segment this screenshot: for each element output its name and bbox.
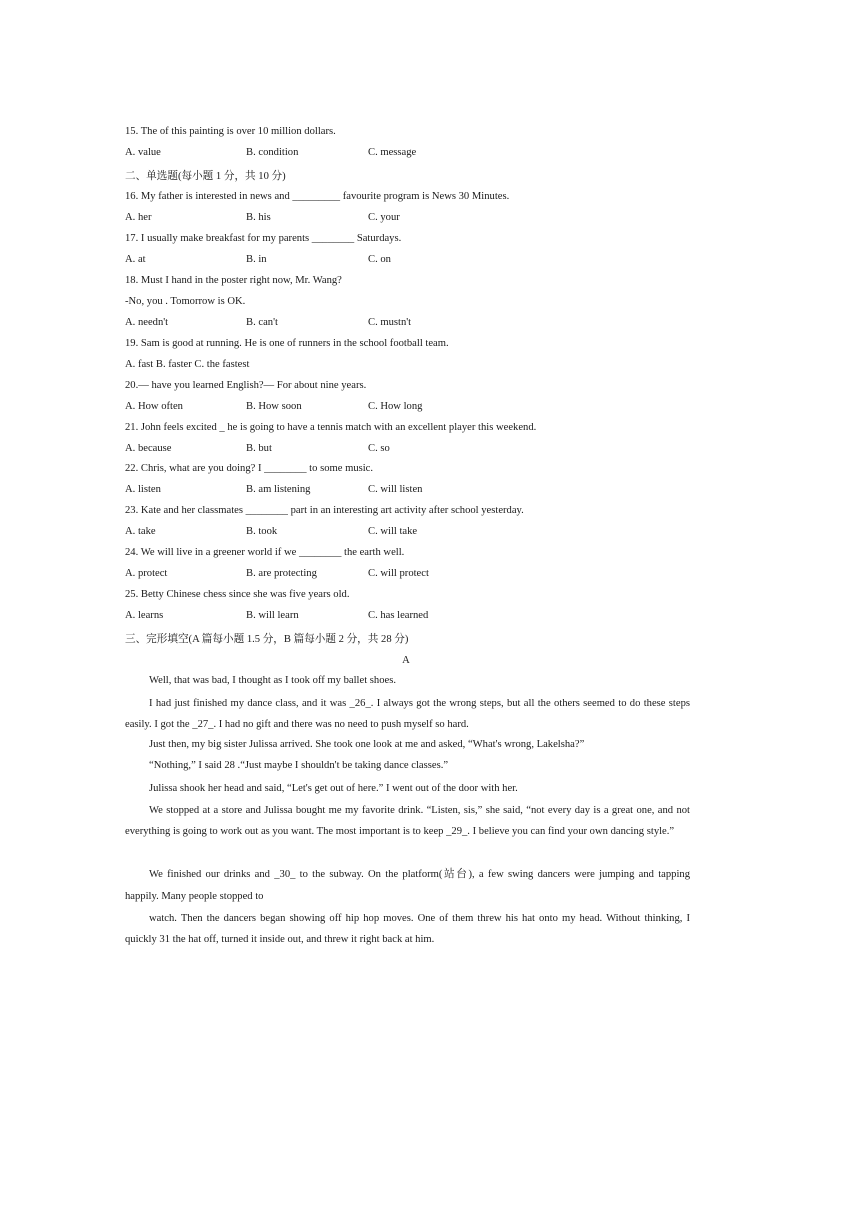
passage-paragraph-3: Just then, my big sister Julissa arrived. She took one look at me and asked, “What's wrong, Lakelsha?”	[149, 739, 585, 750]
q22-option-b: B. am listening	[246, 484, 311, 495]
section2-title: 二、单选题(每小题 1 分，共 10 分)	[125, 171, 286, 182]
q17-stem: 17. I usually make breakfast for my parents ________ Saturdays.	[125, 233, 402, 244]
q19-options: A. fast B. faster C. the fastest	[125, 359, 250, 370]
q20-stem: 20.— have you learned English?— For about nine years.	[125, 380, 367, 391]
q24-stem: 24. We will live in a greener world if we ________ the earth well.	[125, 547, 405, 558]
q18-stem-reply: -No, you . Tomorrow is OK.	[125, 296, 246, 307]
q24-option-b: B. are protecting	[246, 568, 317, 579]
q25-option-a: A. learns	[125, 610, 164, 621]
passage-paragraph-1: Well, that was bad, I thought as I took off my ballet shoes.	[149, 675, 396, 686]
q21-option-b: B. but	[246, 443, 272, 454]
q21-option-c: C. so	[368, 443, 390, 454]
passage-paragraph-5: Julissa shook her head and said, “Let's get out of here.” I went out of the door with her.	[149, 783, 518, 794]
q20-option-a: A. How often	[125, 401, 183, 412]
q24-option-c: C. will protect	[368, 568, 429, 579]
q15-option-a: A. value	[125, 147, 161, 158]
q19-stem: 19. Sam is good at running. He is one of runners in the school football team.	[125, 338, 449, 349]
q18-option-c: C. mustn't	[368, 317, 412, 328]
q25-stem: 25. Betty Chinese chess since she was five years old.	[125, 589, 350, 600]
q16-option-c: C. your	[368, 212, 400, 223]
q23-option-c: C. will take	[368, 526, 418, 537]
q23-stem: 23. Kate and her classmates ________ part in an interesting art activity after school yesterday.	[125, 505, 524, 516]
q18-option-b: B. can't	[246, 317, 278, 328]
passage-paragraph-6: We stopped at a store and Julissa bought me my favorite drink. “Listen, sis,” she said, “not every day is a great one, and not everything is going to work out as you want. The most important is to keep _29_. I believe you can find your own dancing style.”	[125, 805, 690, 837]
passage-paragraph-7: We finished our drinks and _30_ to the subway. On the platform(站台), a few swing dancers were jumping and tapping happily. Many people stopped to	[125, 869, 690, 902]
q18-stem: 18. Must I hand in the poster right now, Mr. Wang?	[125, 275, 342, 286]
q18-option-a: A. needn't	[125, 317, 169, 328]
q16-option-a: A. her	[125, 212, 152, 223]
q23-option-b: B. took	[246, 526, 278, 537]
q22-option-a: A. listen	[125, 484, 161, 495]
q17-option-a: A. at	[125, 254, 146, 265]
passage-heading: A	[402, 655, 410, 666]
q20-option-c: C. How long	[368, 401, 423, 412]
passage-paragraph-4: “Nothing,” I said 28 .“Just maybe I shouldn't be taking dance classes.”	[149, 760, 449, 771]
q17-option-c: C. on	[368, 254, 391, 265]
q25-option-b: B. will learn	[246, 610, 299, 621]
q21-option-a: A. because	[125, 443, 172, 454]
q21-stem: 21. John feels excited _ he is going to have a tennis match with an excellent player this weekend.	[125, 422, 537, 433]
q25-option-c: C. has learned	[368, 610, 429, 621]
q20-option-b: B. How soon	[246, 401, 302, 412]
q17-option-b: B. in	[246, 254, 267, 265]
passage-paragraph-8: watch. Then the dancers began showing off hip hop moves. One of them threw his hat onto my head. Without thinking, I quickly 31 the hat off, turned it inside out, and threw it right back at him.	[125, 913, 690, 945]
passage-paragraph-2: I had just finished my dance class, and it was _26_. I always got the wrong steps, but all the others seemed to do these steps easily. I got the _27_. I had no gift and there was no need to push myself so hard.	[125, 698, 690, 730]
q16-option-b: B. his	[246, 212, 271, 223]
q15-option-b: B. condition	[246, 147, 299, 158]
q15-option-c: C. message	[368, 147, 417, 158]
q16-stem: 16. My father is interested in news and _________ favourite program is News 30 Minutes.	[125, 191, 510, 202]
q23-option-a: A. take	[125, 526, 156, 537]
q24-option-a: A. protect	[125, 568, 168, 579]
section3-title: 三、完形填空(A 篇每小题 1.5 分，B 篇每小题 2 分，共 28 分)	[125, 634, 409, 645]
q22-stem: 22. Chris, what are you doing? I ________ to some music.	[125, 463, 374, 474]
q22-option-c: C. will listen	[368, 484, 423, 495]
q15-stem: 15. The of this painting is over 10 million dollars.	[125, 126, 336, 137]
